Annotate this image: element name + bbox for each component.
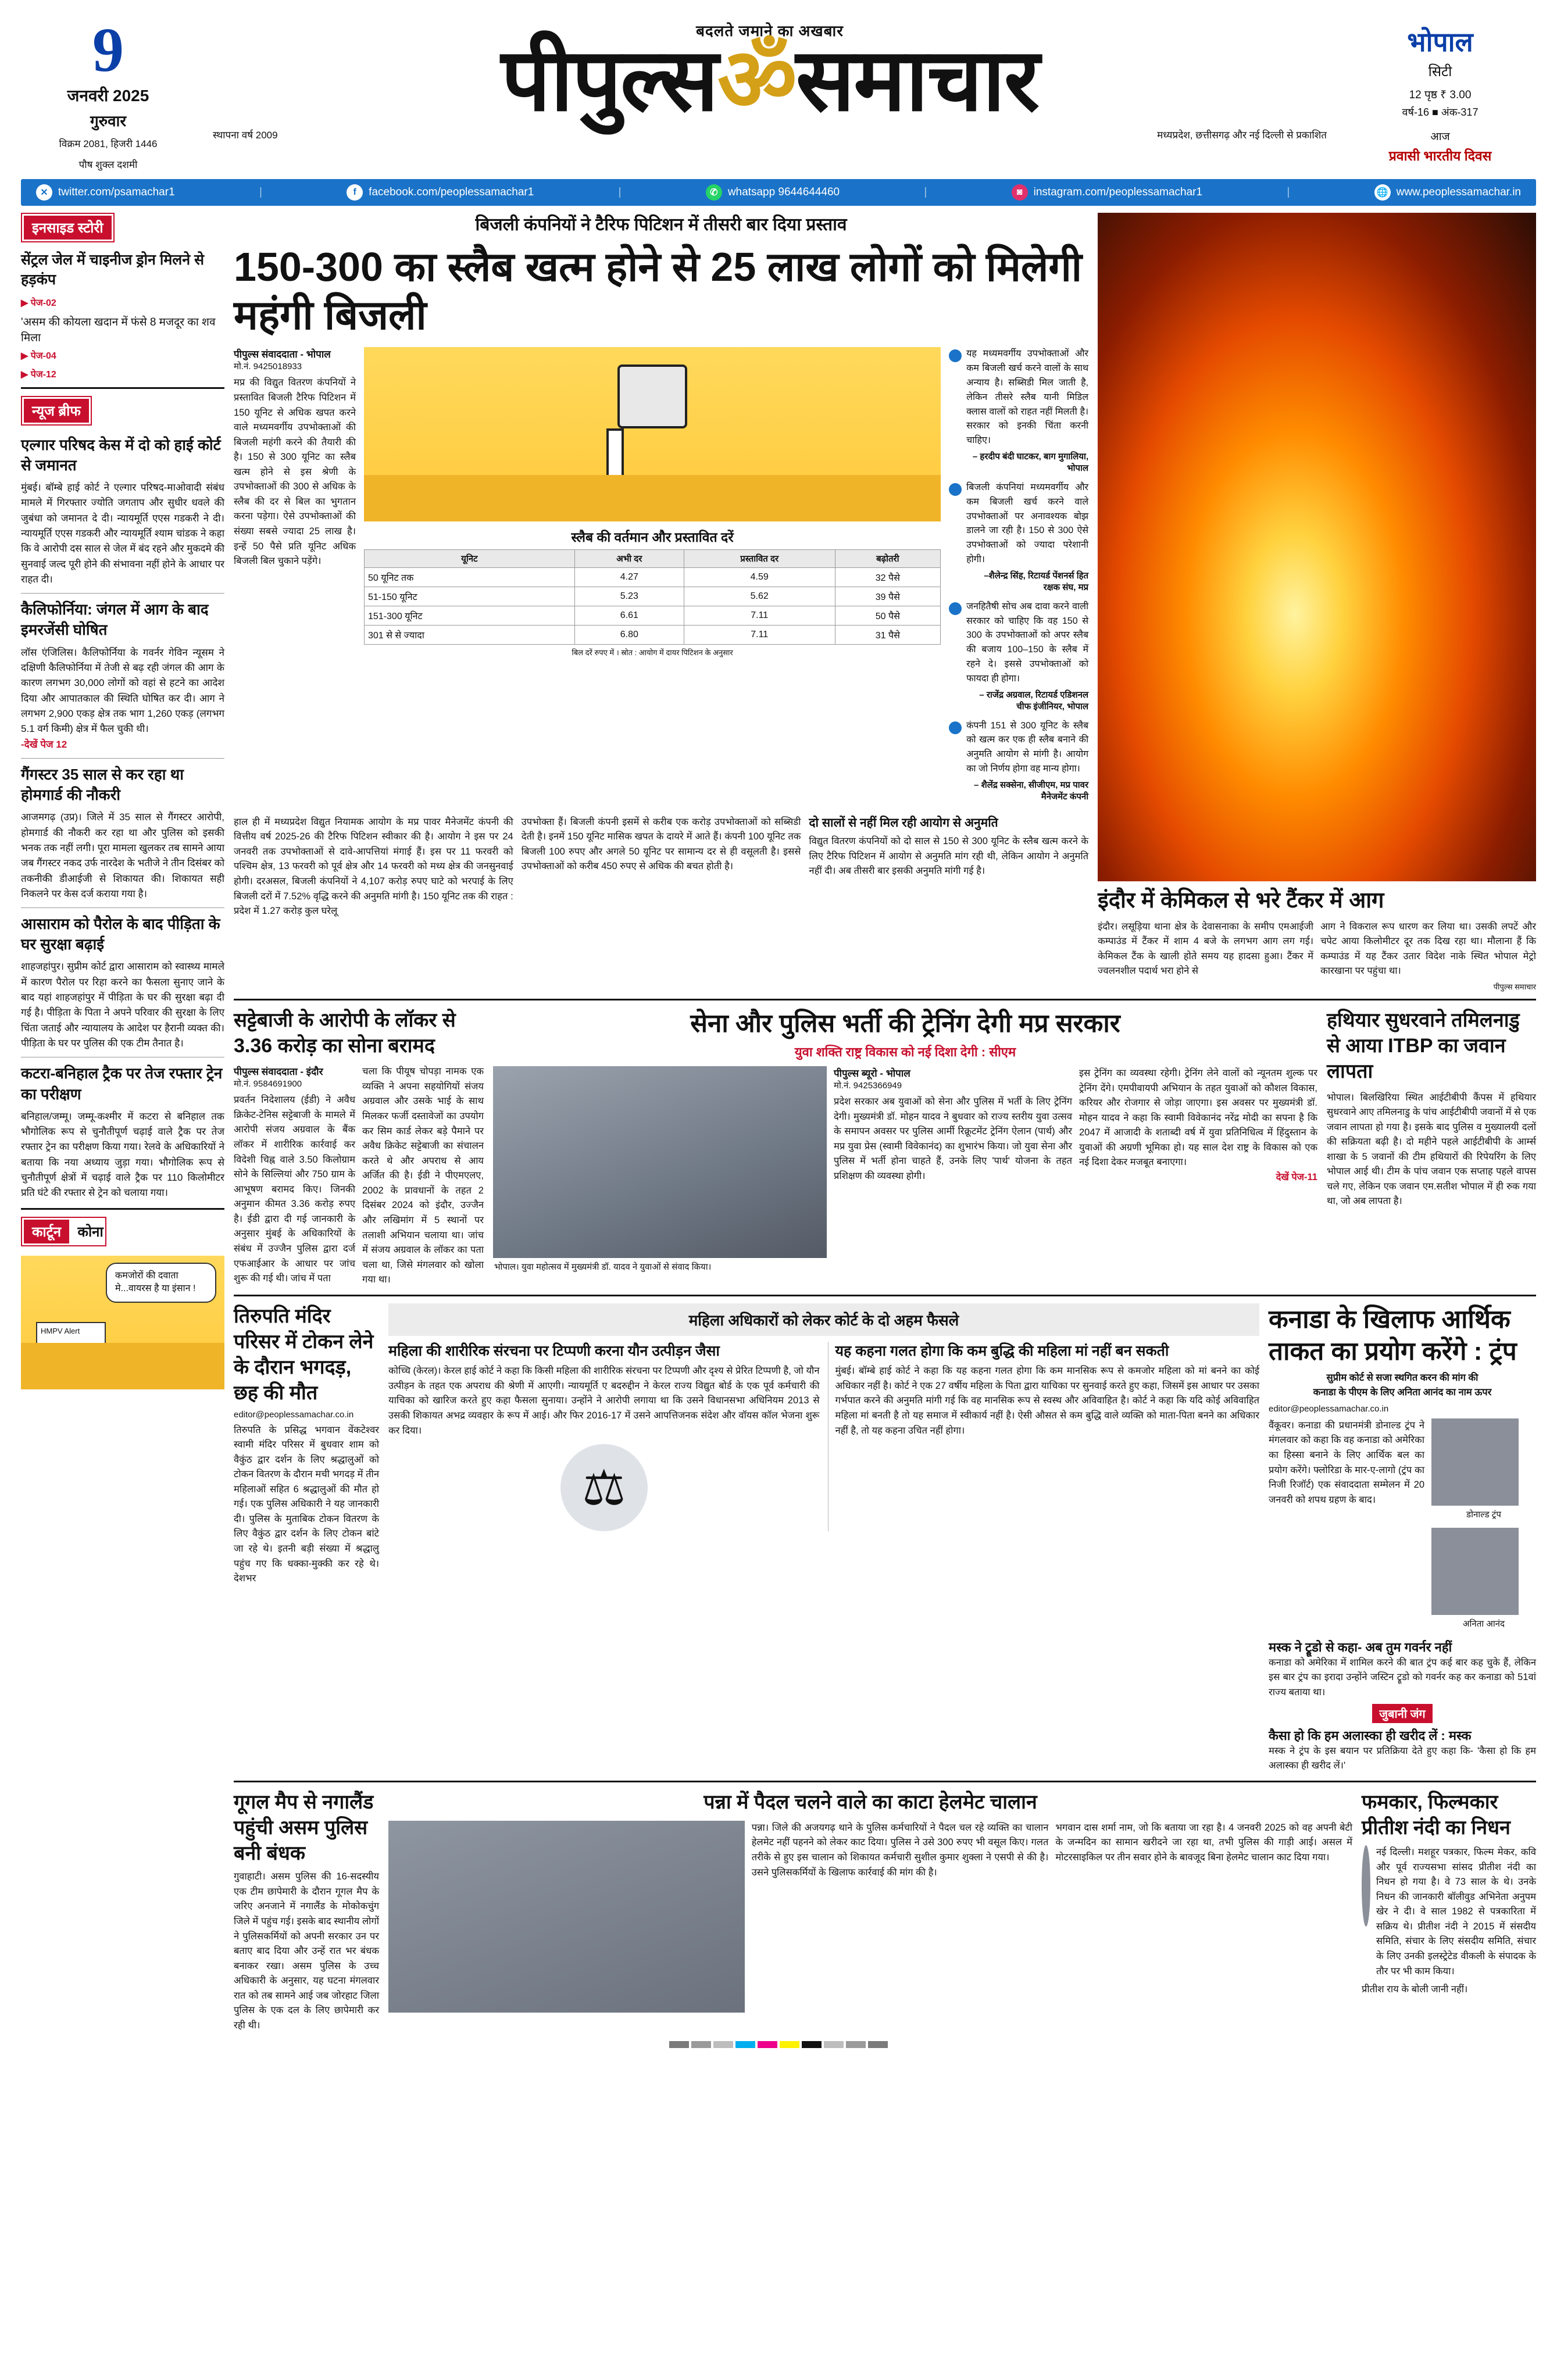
cell: 5.62: [684, 587, 835, 606]
paksha-date: पौष शुक्ल दशमी: [78, 159, 138, 170]
panna-body: पन्ना। जिले की अजयगढ़ थाने के पुलिस कर्मचारियों ने पैदल चल रहे व्यक्ति का चालान हेलमेट नहीं पहनने को लेकर काट दिया। पुलिस ने उसे 300 रुपए भी वसूल किए। गलत तरीके से हुए इस चालान को शिकायत कर्मचारी सुशील कुमार शुक्ला ने एसपी से की है। उसने पुलिसकर्मियों के खिलाफ कार्रवाई की मांग की है।: [751, 1822, 1049, 1878]
quote-text: बिजली कंपनियां मध्यमवर्गीय और कम बिजली खर्च करने वाले उपभोक्ताओं पर अनावश्यक बोझ डालने जा रही है। 150 से 300 ऐसे उपभोक्ताओं को ज्यादा परेशानी होगी।: [966, 482, 1089, 564]
trump-editor: editor@peoplessamachar.co.in: [1269, 1403, 1389, 1414]
lead-col3b: विद्युत वितरण कंपनियों को दो साल से 150 से 300 यूनिट के स्लैब खत्म करने के लिए टैरिफ पिटिशन में आयोग से अनुमति मांग रही थी, लेकिन आयोग ने अनुमति नहीं दी। अब तीसरी बार इसकी अनुमति मांगी गई है।: [809, 836, 1089, 877]
fire-story: [1098, 213, 1536, 992]
cell: 6.61: [574, 606, 684, 626]
news-brief-item[interactable]: [21, 435, 224, 588]
brief-body-3: शाहजहांपुर। सुप्रीम कोर्ट द्वारा आसाराम को स्वास्थ्य मामले में कारण पैरोल पर रिहा करने का फैसला सुनाए जाने के बाद यहां शाहजहांपुर में पीड़िता के घर की सुरक्षा बढ़ा दी गई है। पीड़िता के पिता ने अपने परिवार की सुरक्षा के लिए चिंता जताई और न्यायालय के आदेश पर हैरानी व्यक्त की। पीड़िता के घर पर पुलिस की एक टीम तैनात है।: [21, 961, 224, 1049]
lead-col1: मप्र की विद्युत वितरण कंपनियों ने प्रस्तावित बिजली टैरिफ पिटिशन में 150 यूनिट से अधिक खपत करने वाले मध्यमवर्गीय उपभोक्ताओं की बिजली महंगी करने की तैयारी की है। 150 से 300 यूनिट का स्लैब खत्म होने से इस श्रेणी के उपभोक्ताओं की 300 से अधिक के स्लैब की दर से बिल का भुगतान करना पड़ेगा। ऐसे उपभोक्ताओं की संख्या सबसे ज्यादा 25 लाख है। इन्हें 50 पैसे प्रति यूनिट अधिक बिजली बिल चुकाने पड़ेंगे।: [234, 377, 356, 567]
itbp-headline[interactable]: हथियार सुधरवाने तमिलनाडु से आया ITBP का जवान लापता: [1327, 1009, 1520, 1083]
news-brief-badge-wrap: [21, 396, 92, 426]
th-0: यूनिट: [365, 550, 575, 568]
locker-byline: पीपुल्स संवाददाता - इंदौर: [234, 1066, 323, 1078]
title-right: समाचार: [795, 33, 1039, 129]
locker-col2: चला कि पीयूष चोपड़ा नामक एक व्यक्ति ने अपना सहयोगियों संजय अग्रवाल और उसके भाई के साथ मिलकर फर्जी दस्तावेजों का उपयोग कर सिम कार्ड लेकर बड़े पैमाने पर अवैध क्रिकेट सट्टेबाजी का संचालन करते थे और अपराध से आय अर्जित की है। ईडी ने पीएमएलए, 2002 के प्रावधानों के तहत 2 दिसंबर 2024 को इंदौर, उज्जैन और लखिमांग में 5 स्थानों पर तलाशी अभियान चलाया था। जांच में संजय अग्रवाल के लॉकर का पता चला था, जिसे मंगलवार को खोला गया था।: [362, 1066, 484, 1285]
panna-headline[interactable]: पन्ना में पैदल चलने वाले का काटा हेलमेट चालान: [703, 1791, 1037, 1813]
cartoon-section: [21, 1217, 224, 1389]
social-website-label: www.peoplessamachar.in: [1396, 186, 1521, 199]
trump-subhead2: कनाडा के पीएम के लिए अनिता आनंद का नाम ऊपर: [1313, 1387, 1492, 1398]
locker-col1: प्रवर्तन निदेशालय (ईडी) ने अवैध क्रिकेट-टेनिस सट्टेबाजी के मामले में आरोपी संजय अग्रवाल के बैंक लॉकर में शारीरिक कार्रवाई कर विदेशी चिह्न वाले 3.50 किलोग्राम सोने के सिल्लियां और 750 ग्राम के आभूषण बरामद किए। जिनकी अनुमान कीमत 3.36 करोड़ रुपए है। ईडी द्वारा दी गई जानकारी के अनुसार मुंबई के अधिकारियों के संबंध में उज्जैन पुलिस द्वारा दर्ज एफआईआर के आधार पर जांच शुरू की गई थी। जांच में पता: [234, 1095, 355, 1284]
slab-rates-table: [364, 549, 941, 645]
volume-issue: वर्ष-16 ■ अंक-317: [1402, 106, 1479, 118]
cell: 6.80: [574, 626, 684, 645]
lead-sub-headline: दो सालों से नहीं मिल रही आयोग से अनुमति: [809, 816, 998, 830]
cartoon-newspaper: HMPV Alert: [36, 1322, 106, 1374]
obit-credit: प्रीतीश राय के बोली जानी नहीं।: [1362, 1984, 1468, 1995]
cartoon-badge-2: कोना: [77, 1224, 103, 1240]
quote-bullet-icon: [949, 602, 962, 615]
today-label: आज: [1430, 131, 1450, 143]
inside-story-page-0: ▶ पेज-02: [21, 298, 56, 308]
social-facebook[interactable]: [347, 184, 534, 201]
inside-story-badge-wrap: [21, 213, 115, 242]
army-story: [493, 1007, 1317, 1288]
brief-body-0: मुंबई। बॉम्बे हाई कोर्ट ने एल्गार परिषद-माओवादी संबंध मामले में गिरफ्तार ज्योति जगताप और सुधीर धवले की जुबंधा को जमानत दे दी। न्यायमूर्ति एएस गडकरी ने दी। न्यायमूर्ति एएस गडकरी और न्यायमूर्ति श्याम चांडक ने कहा कि वे आरोपी दस साल से जेल में बंद रहने और मुकदमे की सुनवाई जल्द पूरी होने की संभावना नहीं होने के आधार पर राहत दी।: [21, 481, 224, 585]
whatsapp-icon: ✆: [706, 184, 722, 201]
cell: 31 पैसे: [835, 626, 941, 645]
table-title: स्लैब की वर्तमान और प्रस्तावित दरें: [571, 530, 734, 545]
women-section-head: महिला अधिकारों को लेकर कोर्ट के दो अहम फैसले: [388, 1303, 1259, 1336]
inside-story-item-1[interactable]: 'असम की कोयला खदान में फंसे 8 मजदूर का शव मिला: [21, 316, 216, 345]
lead-illustration: [364, 347, 941, 521]
quote-bullet-icon: [949, 721, 962, 734]
quote-author: – राजेंद्र अग्रवाल, रिटायर्ड एडिशनल चीफ इंजीनियर, भोपाल: [979, 689, 1089, 712]
inside-story-badge: इनसाइड स्टोरी: [24, 216, 112, 240]
cell: 5.23: [574, 587, 684, 606]
cartoon-speech-bubble: कमजोरों की दवाता मे...वायरस है या इंसान !: [106, 1263, 216, 1303]
social-whatsapp-label: whatsapp 9644644460: [727, 186, 840, 199]
cell: 32 पैसे: [835, 568, 941, 587]
left-column: [21, 213, 224, 2033]
cmyk-registration-marks: [21, 2041, 1536, 2048]
table-row: [365, 626, 941, 645]
tirupati-body: तिरुपति के प्रसिद्ध भगवान वेंकटेश्वर स्वामी मंदिर परिसर में बुधवार शाम को वैकुंठ द्वार दर्शन के लिए श्रद्धालुओं को टोकन वितरण के दौरान मची भगदड़ में तीन महिलाओं सहित 6 श्रद्धालुओं की मौत हो गई। एक पुलिस अधिकारी ने यह जानकारी दी। पुलिस के मुताबिक टोकन वितरण के लिए वैकुंठ द्वार दर्शन के लिए टोकन बांटे जा रहे थे। इतनी बड़ी संख्या में श्रद्धालु पहुंच गए कि धक्का-मुक्की कर रहे थे। देशभर: [234, 1424, 379, 1584]
lead-mobile: मो.नं. 9425018933: [234, 362, 302, 372]
news-brief-badge: न्यूज ब्रीफ: [24, 399, 89, 423]
brief-more-1[interactable]: -देखें पेज 12: [21, 738, 67, 750]
fire-photo: [1098, 213, 1536, 881]
trump-photo-caption: डोनाल्ड ट्रंप: [1466, 1509, 1501, 1520]
th-2: प्रस्तावित दर: [684, 550, 835, 568]
table-row: [365, 568, 941, 587]
cartoon-badge-wrap: [21, 1217, 106, 1246]
obit-photo: [1362, 1845, 1370, 1927]
army-byline: पीपुल्स ब्यूरो - भोपाल: [834, 1067, 910, 1079]
panna-photo: [388, 1821, 745, 2013]
trump-mid-headline: मस्क ने ट्रूडो से कहा- अब तुम गवर्नर नहीं: [1269, 1639, 1452, 1654]
masthead-edition-block: [1344, 20, 1536, 165]
quote-bullet-icon: [949, 483, 962, 496]
om-icon: ॐ: [717, 33, 796, 129]
trump-photo: [1431, 1418, 1519, 1506]
trump-story: [1269, 1303, 1536, 1774]
panna-body2: भगवान दास शर्मा नाम, जो कि बताया जा रहा है। 4 जनवरी 2025 को वह अपनी बेटी के जन्मदिन का सामान खरीदने जा रहा था, तभी पुलिस की गाड़ी आई। असल में मोटरसाइकिल पर तीन सवार होने के बावजूद बिना हेलमेट चालान काट दिया गया।: [1055, 1822, 1352, 1863]
quote-text: जनहितैषी सोच अब दावा करने वाली सरकार को चाहिए कि वह 150 से 300 के उपभोक्ताओं को अपर स्लैब की बजाय 100–150 के स्लैब में रहने दे। इससे उपभोक्ताओं को फायदा ही होगा।: [966, 601, 1089, 684]
lead-col3: उपभोक्ता हैं। बिजली कंपनी इसमें से करीब एक करोड़ उपभोक्ताओं को सब्सिडी देती है। इनमें 150 यूनिट मासिक खपत के दायरे में आते हैं। कंपनी 100 यूनिट तक बिजली 100 रुपए और अगले 50 यूनिट पर सामान्य दर से ही वसूलती है। इससे उपभोक्ताओं को करीब 450 रुपए से अधिक की बचत होती है।: [521, 816, 801, 872]
quote-author: – शैलेंद्र सक्सेना, सीजीएम, मप्र पावर मैनेजमेंट कंपनी: [973, 780, 1089, 802]
inside-story-page-2: ▶ पेज-12: [21, 369, 56, 380]
lead-headline[interactable]: 150-300 का स्लैब खत्म होने से 25 लाख लोगों को मिलेगी महंगी बिजली: [234, 244, 1082, 338]
brief-headline-4: कटरा-बनिहाल ट्रैक पर तेज रफ्तार ट्रेन का परीक्षण: [21, 1064, 223, 1103]
inside-story-headline[interactable]: सेंट्रल जेल में चाइनीज ड्रोन मिलने से हड़कंप: [21, 252, 204, 288]
quote-author: –शैलेन्द्र सिंह, रिटायर्ड पेंशनर्स हित रक्षक संघ, मप्र: [984, 570, 1089, 592]
inside-story-page-1: ▶ पेज-04: [21, 351, 56, 361]
social-whatsapp[interactable]: [706, 184, 840, 201]
cell: 151-300 यूनिट: [365, 606, 575, 626]
army-mobile: मो.नं. 9425366949: [834, 1080, 902, 1091]
main-column: [234, 213, 1536, 2033]
editions: मध्यप्रदेश, छत्तीसगढ़ और नई दिल्ली से प्रकाशित: [1157, 130, 1327, 141]
cell: 39 पैसे: [835, 587, 941, 606]
th-1: अभी दर: [574, 550, 684, 568]
tirupati-editor: editor@peoplessamachar.co.in: [234, 1409, 354, 1420]
cell: 51-150 यूनिट: [365, 587, 575, 606]
trump-mid-body: कनाडा को अमेरिका में शामिल करने की बात ट्रंप कई बार कह चुके हैं, लेकिन इस बार ट्रंप का इरादा उन्होंने जस्टिन ट्रूडो को गवर्नर कह कर कनाडा को 51वां राज्य बताया था।: [1269, 1657, 1536, 1698]
army-photo-caption: भोपाल। युवा महोत्सव में मुख्यमंत्री डॉ. यादव ने युवाओं से संवाद किया।: [494, 1262, 712, 1272]
locker-headline[interactable]: सट्टेबाजी के आरोपी के लॉकर से 3.36 करोड़ का सोना बरामद: [234, 1009, 456, 1057]
x-icon: ✕: [36, 184, 52, 201]
brief-headline-3: आसाराम को पैरोल के बाद पीड़िता के घर सुरक्षा बढ़ाई: [21, 915, 220, 953]
brief-headline-1: कैलिफोर्निया: जंगल में आग के बाद इमरजेंसी घोषित: [21, 601, 209, 639]
women-left-body: कोच्चि (केरल)। केरल हाई कोर्ट ने कहा कि किसी महिला की शारीरिक संरचना पर टिप्पणी और दृश्य से प्रेरित टिप्पणी है, जो यौन उत्पीड़न के तहत एक अपराध की श्रेणी में आएगी। न्यायमूर्ति ए बदरुद्दीन ने केरल राज्य विद्युत बोर्ड के एक पूर्व कर्मचारी की याचिका को खारिज करते हुए कहा फैसला सुनाया। उन्होंने ने आरोपी लगाया था कि उसने विधानसभा अधिनियम 2013 से उसकी शिकायत अभद्र व्यवहार के रूप में आई। और फिर 2016-17 में उसने आपत्तिजनक संदेश और वॉयस कॉल भेजना शुरू कर दिया।: [388, 1366, 820, 1436]
masthead-title-block: [195, 20, 1344, 141]
obit-headline[interactable]: फमकार, फिल्मकार प्रीतीश नंदी का निधन: [1362, 1791, 1510, 1839]
lead-quotes: [949, 347, 1088, 809]
trump-bottom-headline: कैसा हो कि हम अलास्का ही खरीद लें : मस्क: [1269, 1728, 1472, 1743]
locker-mobile: मो.नं. 9584691900: [234, 1079, 302, 1089]
date-number: 9: [92, 16, 124, 85]
cell: 4.59: [684, 568, 835, 587]
news-brief-item[interactable]: [21, 914, 224, 1051]
quote-text: कंपनी 151 से 300 यूनिट के स्लैब को खत्म कर एक ही स्लैब बनाने की अनुमति आयोग से मांगी है। आयोग का जो निर्णय होगा वह मान्य होगा।: [966, 720, 1089, 774]
news-brief-item[interactable]: [21, 1063, 224, 1200]
cell: 50 पैसे: [835, 606, 941, 626]
globe-icon: 🌐: [1374, 184, 1391, 201]
quote-text: यह मध्यमवर्गीय उपभोक्ताओं और कम बिजली खर्च करने वालों के साथ अन्याय है। सब्सिडी मिल जाती है, लेकिन तीसरे स्लैब यानी मिडिल क्लास वालों को राहत नहीं मिलती है। सरकार को इनकी चिंता करनी चाहिए।: [966, 349, 1089, 446]
edition-city: भोपाल: [1407, 27, 1473, 57]
table-row: [365, 587, 941, 606]
social-bar: ✕ twitter.com/psamachar1 | f facebook.com/peoplessamachar1 | ✆ whatsapp 9644644460 | ◙ instagram.com/peoplessamachar1 | 🌐 www.peoplessamachar.in: [21, 179, 1536, 206]
masthead: [21, 16, 1536, 174]
anand-photo: [1431, 1528, 1519, 1615]
social-facebook-label: facebook.com/peoplessamachar1: [369, 186, 534, 199]
social-twitter[interactable]: [36, 184, 175, 201]
itbp-body: भोपाल। बिलखिरिया स्थित आईटीबीपी कैंपस में हथियार सुधरवाने आए तमिलनाडु के पांच आईटीबीपी जवानों में से एक जवान लापता हो गया है। इसके बाद पुलिस व मुख्यालयी दलों की सक्रियता बढ़ी है। दो महीने पहले आईटीबीपी के आर्म्स शाखा के 5 जवानों की टीम हथियारों की रिपेयरिंग के लिए भोपाल आई थी। टीम के पांच जवान एक सप्ताह पहले वापस चले गए, लेकिन एक जवान एम.सतीश भोपाल में ही रुक गया था, जो अब लापता है।: [1327, 1092, 1536, 1207]
estd-year: स्थापना वर्ष 2009: [213, 130, 278, 141]
weekday: गुरुवार: [90, 112, 126, 130]
cell: 50 यूनिट तक: [365, 568, 575, 587]
fire-col1: इंदौर। लसूड़िया थाना क्षेत्र के देवासनाका के समीप एमआईजी कम्पाउंड में टैंकर में शाम 4 बजे के लगभग आग लग गई। केमिकल टैंक के खाली होते समय यह हादसा हुआ। टैंकर में ज्वलनशील पदार्थ भरा होने से: [1098, 921, 1314, 977]
cartoon-badge-1: कार्टून: [24, 1220, 69, 1243]
news-brief-item[interactable]: [21, 599, 224, 752]
gavel-icon: ⚖: [560, 1444, 648, 1531]
women-right-body: मुंबई। बॉम्बे हाई कोर्ट ने कहा कि यह कहना गलत होगा कि कम मानसिक रूप से कमजोर महिला को मां बनने का कोई अधिकार नहीं है। कोर्ट ने एक 27 वर्षीय महिला के पिता द्वारा याचिका पर सुनवाई करते हुए कहा, जिसमें इस आधार पर उसका गर्भपात करने की अनुमति मांगी गई कि वह मानसिक रूप से स्वस्थ और अविवाहित है। कोर्ट ने कहा कि यदि कोई अविवाहित महिला मां बनती है तो यह समाज में स्वीकार्य नहीं है। ऐसी औसत से कम बुद्धि वाले व्यक्ति को माता-पिता बनने का अधिकार नहीं है, तो यह कहना उचित नहीं होगा।: [835, 1366, 1259, 1436]
tirupati-story: [234, 1303, 379, 1774]
nagaland-body: गुवाहाटी। असम पुलिस की 16-सदस्यीय एक टीम छापेमारी के दौरान गूगल मैप के जरिए अनजाने में नगालैंड के मोकोकचुंग जिले में पहुंच गई। इसके बाद स्थानीय लोगों ने पुलिसकर्मियों को अपनी सरकार उन पर बताए बाद दिया और उन्हें रात भर बंधक बनाकर रखा। असम पुलिस के उच्च अधिकारी के अनुसार, यह घटना मंगलवार रात को तब सामने आई जब जोरहाट जिला पुलिस के एक दल के लिए छापेमारी कर रही थी।: [234, 1871, 379, 2031]
tirupati-headline[interactable]: तिरुपति मंदिर परिसर में टोकन लेने के दौरान भगदड़, छह की मौत: [234, 1305, 374, 1405]
th-3: बढ़ोतरी: [835, 550, 941, 568]
masthead-tagline: बदलते जमाने का अखबार: [696, 22, 844, 40]
cell: 7.11: [684, 626, 835, 645]
quote-item: [949, 719, 1088, 802]
fire-credit: पीपुल्स समाचार: [1493, 982, 1536, 991]
nagaland-headline[interactable]: गूगल मैप से नगालैंड पहुंची असम पुलिस बनी बंधक: [234, 1791, 374, 1865]
lead-kicker: बिजली कंपनियों ने टैरिफ पिटिशन में तीसरी बार दिया प्रस्ताव: [475, 215, 847, 235]
army-more[interactable]: देखें पेज-11: [1276, 1171, 1317, 1182]
month-year: जनवरी 2025: [67, 87, 149, 105]
army-col1: प्रदेश सरकार अब युवाओं को सेना और पुलिस में भर्ती के लिए ट्रेनिंग देगी। मुख्यमंत्री डॉ. मोहन यादव ने बुधवार को राज्य स्तरीय युवा उत्सव के समापन अवसर पर पुलिस आर्मी रिक्रूटमेंट ट्रेनिंग ऐलान (पार्थ) और मप्र युवा प्रेस (स्वामी विवेकानंद) का शुभारंभ किया। जो युवा सेना और पुलिस में भर्ती होना चाहते हैं, उनके लिए 'पार्थ' योजना के तहत प्रशिक्षण की व्यवस्था होगी।: [834, 1096, 1072, 1181]
trump-subhead: सुप्रीम कोर्ट से सजा स्थगित करन की मांग की: [1326, 1372, 1479, 1383]
trump-bottom-body: मस्क ने ट्रंप के इस बयान पर प्रतिक्रिया देते हुए कहा कि- 'कैसा हो कि हम अलास्का ही खरीद लें।': [1269, 1745, 1536, 1771]
edition-city-sub: सिटी: [1428, 64, 1452, 80]
army-photo: [493, 1066, 827, 1258]
fire-col2: आग ने विकराल रूप धारण कर लिया था। उसकी लपटें और चपेट आया किलोमीटर दूर तक दिख रहा था। मौलाना हैं कि कम्पाउंड में यह टैंकर उतार विदेश नाके स्थित भोपाल मेट्रो कारखाना पर पहुंचा था।: [1320, 921, 1537, 977]
army-col2: इस ट्रेनिंग का व्यवस्था रहेगी। ट्रेनिंग लेने वालों को न्यूनतम शुल्क पर ट्रेनिंग देंगे। एमपीवायपी अभियान के तहत युवाओं को कौशल विकास, करियर और रोजगार से जोड़ा जाएगा। इस अवसर पर मुख्यमंत्री डॉ. मोहन यादव ने कहा कि स्वामी विवेकानंद नरेंद्र मोदी का सपना है कि 2047 में आजादी के शताब्दी वर्ष में युवा प्रतिनिधित्व में हिंदुस्तान के युवाओं की अग्रणी भूमिका हो। यह साल देश राष्ट्र के विकास को एक नई दिशा देकर मजबूत बनाएगा।: [1079, 1067, 1317, 1168]
itbp-story: [1327, 1007, 1536, 1288]
cell: 7.11: [684, 606, 835, 626]
obit-body: नई दिल्ली। मशहूर पत्रकार, फिल्म मेकर, कवि और पूर्व राज्यसभा सांसद प्रीतीश नंदी का निधन हो गया है। वे 73 साल के थे। उनके निधन की जानकारी बॉलीवुड अभिनेता अनुपम खेर ने दी। वे साल 1982 से पत्रकारिता में सक्रिय थे। प्रीतीश नंदी ने 2015 में संसदीय समिति, संचार के लिए संसदीय समिति, संचार के लिए उनकी इलस्ट्रेटेड वीकली के संपादक के तौर पर भी काम किया।: [1376, 1847, 1536, 1977]
vikram-date: विक्रम 2081, हिजरी 1446: [59, 138, 158, 150]
meter-icon: [617, 364, 687, 428]
today-value: प्रवासी भारतीय दिवस: [1388, 148, 1492, 163]
cell: 301 से से ज्यादा: [365, 626, 575, 645]
brief-body-4: बनिहाल/जम्मू। जम्मू-कश्मीर में कटरा से बनिहाल तक भौगोलिक रूप से चुनौतीपूर्ण चढ़ाई वाले ट्रैक पर तेज रफ्तार ट्रेन का परीक्षण किया गया। रेलवे के अधिकारियों ने बताया कि नया अध्याय जुड़ा गया। भौगोलिक रूप से चुनौतीपूर्ण क्षेत्रों में चढ़ाई वाले ट्रैक पर 110 किलोमीटर प्रति घंटे की रफ्तार से ट्रेन को चलाया गया।: [21, 1110, 224, 1199]
lead-col2: हाल ही में मध्यप्रदेश विद्युत नियामक आयोग के मप्र पावर मैनेजमेंट कंपनी की वित्तीय वर्ष 2025-26 की टैरिफ पिटिशन स्वीकार की है। आयोग ने इस पर 24 जनवरी तक उपभोक्ताओं से दावे-आपत्तियां मंगाई हैं। इस पर 11 फरवरी को पश्चिम क्षेत्र, 13 फरवरी को पूर्व क्षेत्र और 14 फरवरी को मध्य क्षेत्र की जनसुनवाई होगी। दरअसल, बिजली कंपनियों ने 4,107 करोड़ रुपए घाटे को भरपाई के लिए बिजली दरों में 7.52% वृद्धि करने की अनुमति मांगी है। 150 यूनिट तक की राहत : प्रदेश में 1.27 करोड़ कुल घरेलू: [234, 816, 513, 917]
trump-headline[interactable]: कनाडा के खिलाफ आर्थिक ताकत का प्रयोग करेंगे : ट्रंप: [1269, 1305, 1517, 1366]
nagaland-story: [234, 1789, 379, 2034]
cell: 4.27: [574, 568, 684, 587]
instagram-icon: ◙: [1012, 184, 1028, 201]
table-row: [365, 606, 941, 626]
women-left-headline[interactable]: महिला की शारीरिक संरचना पर टिप्पणी करना यौन उत्पीड़न जैसा: [388, 1342, 720, 1359]
trump-badge: जुबानी जंग: [1372, 1704, 1432, 1723]
trump-body: वैंकूवर। कनाडा की प्रधानमंत्री डोनाल्ड ट्रंप ने मंगलवार को कहा कि वह कनाडा को अमेरिका का हिस्सा बनाने के लिए आर्थिक बल का प्रयोग करेंगे। फ्लोरिडा के मार-ए-लागो (ट्रंप का निजी रिजॉर्ट) एक संवाददाता सम्मेलन में 20 जनवरी को शपथ ग्रहण के बाद।: [1269, 1420, 1424, 1505]
facebook-icon: f: [347, 184, 363, 201]
women-rights-section: [388, 1303, 1259, 1774]
quote-bullet-icon: [949, 349, 962, 362]
army-subhead: युवा शक्ति राष्ट्र विकास को नई दिशा देगी : सीएम: [794, 1044, 1016, 1059]
table-note: बिल दरें रुपए में । स्रोत : आयोग में दायर पिटिशन के अनुसार: [572, 648, 733, 657]
cartoon-image: [21, 1256, 224, 1389]
lead-byline: पीपुल्स संवाददाता - भोपाल: [234, 349, 331, 360]
newspaper-title: [195, 33, 1344, 129]
social-website[interactable]: [1374, 184, 1521, 201]
panna-story: [388, 1789, 1352, 2034]
locker-story: [234, 1007, 484, 1288]
quote-author: – हरदीप बंदी घाटकर, बाग मुगालिया, भोपाल: [972, 451, 1089, 473]
fire-headline[interactable]: इंदौर में केमिकल से भरे टैंकर में आग: [1098, 888, 1384, 913]
quote-item: [949, 481, 1088, 593]
title-left: पीपुल्स: [501, 33, 717, 129]
women-right-headline[interactable]: यह कहना गलत होगा कि कम बुद्धि की महिला मां नहीं बन सकती: [835, 1342, 1169, 1359]
lead-story: [234, 213, 1088, 992]
social-instagram[interactable]: [1012, 184, 1202, 201]
news-brief-item[interactable]: [21, 764, 224, 902]
quote-item: [949, 600, 1088, 712]
brief-headline-0: एल्गार परिषद केस में दो को हाई कोर्ट से जमानत: [21, 435, 221, 474]
obit-story: [1362, 1789, 1536, 2034]
page-grid: [21, 213, 1536, 2033]
quote-item: [949, 347, 1088, 474]
masthead-date-block: [21, 16, 195, 172]
social-instagram-label: instagram.com/peoplessamachar1: [1033, 186, 1203, 199]
social-twitter-label: twitter.com/psamachar1: [58, 186, 175, 199]
brief-body-2: आजमगढ़ (उप्र)। जिले में 35 साल से गैंगस्टर आरोपी, होमगार्ड की नौकरी कर रहा था और पुलिस को इसकी भनक तक नहीं लगी। पूरा मामला खुलकर तब सामने आया जब गैंगस्टर नकद उर्फ नारदेश के भतीजे ने तीन दिसंबर को तकनीकी डीआईजी से शिकायत की। शिकायत सही निकलने पर केस दर्ज कराया गया है।: [21, 812, 224, 899]
pages-price: 12 पृष्ठ ₹ 3.00: [1409, 89, 1472, 101]
brief-headline-2: गैंगस्टर 35 साल से कर रहा था होमगार्ड की नौकरी: [21, 765, 184, 804]
brief-body-1: लॉस एंजिलिस। कैलिफोर्निया के गवर्नर गेविन न्यूसम ने दक्षिणी कैलिफोर्निया में तेजी से बढ़ रही जंगल की आग के कारण लगभग 30,000 लोगों को वहां से हटने का आदेश दिया और आपातकाल की स्थिति घोषित कर दी। आग ने लगभग 2,900 एकड़ क्षेत्र तक भाग 1,260 एकड़ (लगभग 5.1 वर्ग किमी) क्षेत्र में फैल चुकी थी।: [21, 646, 224, 735]
army-headline[interactable]: सेना और पुलिस भर्ती की ट्रेनिंग देगी मप्र सरकार: [690, 1009, 1120, 1038]
anand-photo-caption: अनिता आनंद: [1463, 1618, 1505, 1629]
